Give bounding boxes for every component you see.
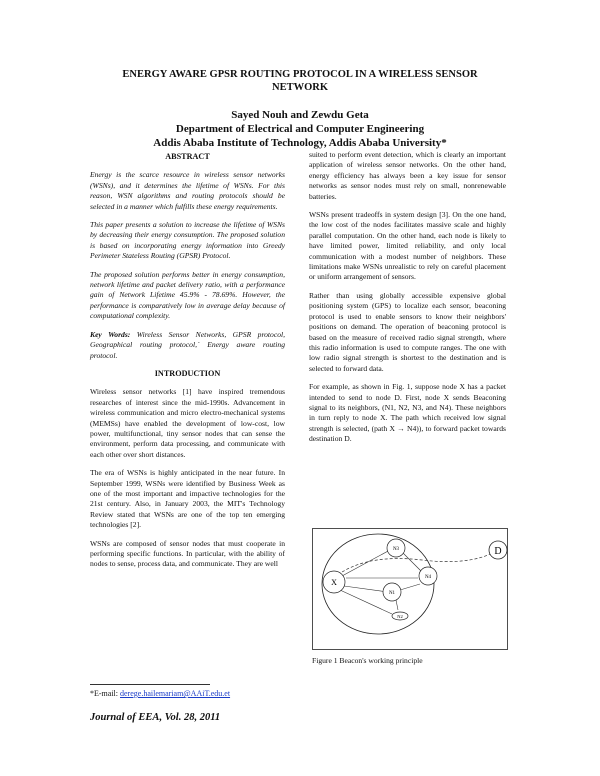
beacon-figure [312, 528, 508, 650]
abstract-heading: ABSTRACT [165, 152, 210, 161]
intro-paragraph-1: Wireless sensor networks [1] have inspired tremendous researches of interest since the mid-1990s. Advancement in wireless communication and micro electro-mechanical systems (MEMSs) have enabled the development of low-cost, low power, multifunctional, tiny sensor nodes that can sense the environment, perform data processing, and communicate with each other over short distances. [90, 387, 285, 459]
right-column [309, 150, 506, 453]
link-n1-n4 [400, 584, 420, 590]
author-block [60, 108, 540, 150]
abstract-paragraph-2: This paper presents a solution to increase the lifetime of WSNs by decreasing their energy consumption. The proposed solution is based on incorporating energy information into Greedy Perimeter Stateless Routing (GPSR) Protocol. [90, 220, 285, 261]
node-n3-label: N3 [392, 547, 400, 552]
keywords-label: Key Words: [90, 329, 131, 339]
title-line-1: ENERGY AWARE GPSR ROUTING PROTOCOL IN A WIRELESS SENSOR [122, 69, 478, 80]
node-n1-label: N1 [388, 591, 396, 596]
right-paragraph-4: For example, as shown in Fig. 1, suppose node X has a packet intended to send to node D. First, node X sends Beaconing signal to its neighbors, (N1, N2, N3, and N4). These neighbors in turn reply to node X. The path which received low signal strength is selected, (path X → N4)), to forward packet towards destination D. [309, 382, 506, 444]
keywords [90, 330, 285, 361]
keywords-text: Wireless Sensor Networks, GPSR protocol, Geographical routing protocol,` Energy aware routing protocol. [90, 329, 285, 360]
intro-paragraph-2: The era of WSNs is highly anticipated in the near future. In September 1999, WSNs were identified by Business Week as one of the most important and impactive technologies for the 21st century. Also, in January 2003, the MIT's Technology Review stated that WSNs are one of the top ten emerging technologies [2]. [90, 468, 285, 530]
figure-caption: Figure 1 Beacon's working principle [312, 656, 423, 665]
node-n4-label: N4 [424, 575, 432, 580]
left-column [90, 152, 285, 578]
email-link[interactable]: derege.hailemariam@AAiT.edu.et [120, 689, 231, 698]
right-paragraph-2: WSNs present tradeoffs in system design [3]. On the one hand, the low cost of the nodes facilitates massive scale and highly parallel computation. On the other hand, each node is likely to have limited power, limited reliability, and only local communication with a modest number of neighbors. These limitations make WSNs unrealistic to rely on careful placement or uniform arrangement of sensors. [309, 210, 506, 282]
authors: Sayed Nouh and Zewdu Geta [231, 109, 369, 121]
institution: Addis Ababa Institute of Technology, Addis Ababa University* [153, 137, 447, 149]
footnote [90, 689, 230, 698]
footnote-prefix: *E-mail: [90, 689, 120, 698]
right-paragraph-3: Rather than using globally accessible expensive global positioning system (GPS) to localize each sensor, beaconing protocol is used to enable sensors to know their neighbors' positions on demand. The operation of beaconing protocol is based on the measure of received radio signal strength, where this radio information is used to compute ranges. The one with low radio signal strength is shortest to the destination and is selected to forward data. [309, 290, 506, 373]
title-line-2: NETWORK [271, 82, 328, 93]
department: Department of Electrical and Computer Engineering [175, 123, 425, 135]
introduction-heading: INTRODUCTION [154, 368, 221, 378]
intro-paragraph-3: WSNs are composed of sensor nodes that must cooperate in performing specific functions. In particular, with the ability of nodes to sense, process data, and communicate. They are well [90, 538, 285, 569]
journal-footer: Journal of EEA, Vol. 28, 2011 [90, 712, 221, 723]
paper-title [60, 68, 540, 94]
dashed-route-to-destination [342, 550, 498, 572]
right-paragraph-1: suited to perform event detection, which is clearly an important application of wireless sensor networks. On the other hand, energy efficiency has always been a key issue for sensor networks as sensor nodes must rely on small, nonrenewable batteries. [309, 150, 506, 201]
node-n2-label: N2 [397, 614, 403, 619]
link-x-n1 [344, 586, 388, 592]
link-n1-n2 [396, 600, 398, 610]
link-x-n3 [342, 550, 390, 576]
node-d-label: D [494, 546, 502, 557]
abstract-paragraph-3: The proposed solution performs better in energy consumption, network lifetime and packet delivery ratio, with a performance gain of Network Lifetime 45.9% - 78.69%. However, the performance is comparatively low in average delay because of computational complexity. [90, 269, 285, 321]
footnote-rule [90, 684, 210, 685]
node-x-label: X [331, 578, 337, 587]
abstract-paragraph-1: Energy is the scarce resource in wireless sensor networks (WSNs), and it determines the lifetime of WSNs. For this reason, WSN algorithms and routing protocols should be selected in a manner which fulfills these energy requirements. [90, 170, 285, 211]
